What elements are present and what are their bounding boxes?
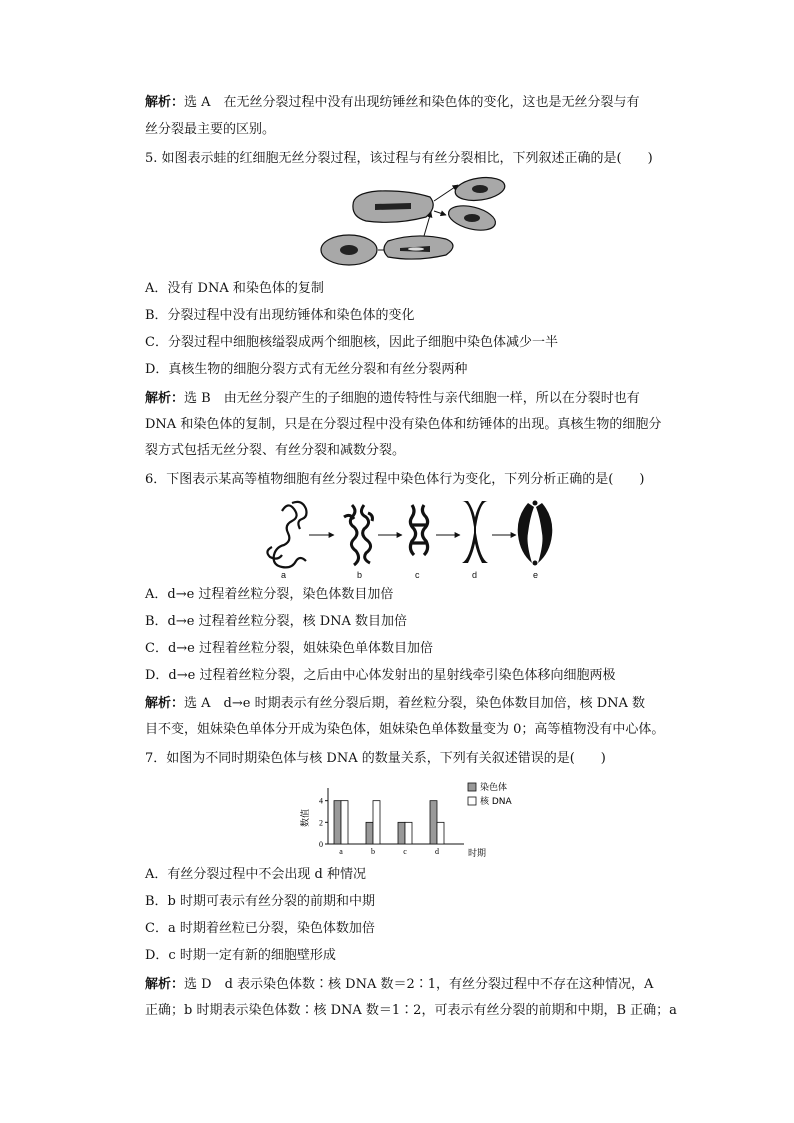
option-7d: D．c 时期一定有新的细胞壁形成 (145, 948, 336, 963)
option-6a: A．d→e 过程着丝粒分裂，染色体数目加倍 (145, 587, 394, 602)
legend-label-1: 核 DNA (480, 797, 512, 807)
option-7b: B．b 时期可表示有丝分裂的前期和中期 (145, 894, 376, 909)
option-6d: D．d→e 过程着丝粒分裂，之后由中心体发射出的星射线牵引染色体移向细胞两极 (145, 668, 616, 683)
question-5-stem: 5. 如图表示蛙的红细胞无丝分裂过程，该过程与有丝分裂相比，下列叙述正确的是( ) (145, 151, 653, 166)
answer-7-line-2: 正确；b 时期表示染色体数∶核 DNA 数＝1∶2，可表示有丝分裂的前期和中期，B 正确；a (145, 1003, 677, 1018)
answer-5-line-1: 解析：选 B 由无丝分裂产生的子细胞的遗传特性与亲代细胞一样，所以在分裂时也有 (145, 391, 640, 406)
fig6-label-e: e (533, 570, 539, 580)
x-tick-label-b: b (371, 847, 375, 856)
daughter-cell-top (454, 175, 507, 203)
arrow-4 (434, 211, 446, 215)
x-tick-label-a: a (339, 847, 343, 856)
chromosome-b (344, 505, 373, 565)
y-axis-label: 数值 (301, 808, 311, 828)
legend-swatch-0 (468, 783, 476, 791)
option-6b: B．d→e 过程着丝粒分裂，核 DNA 数目加倍 (145, 614, 408, 629)
y-tick-label-1: 2 (319, 818, 323, 828)
answer-4-line-2: 丝分裂最主要的区别。 (145, 122, 276, 137)
bar-a-1 (341, 801, 348, 844)
x-tick-label-c: c (403, 847, 407, 856)
chromosome-d (462, 501, 488, 563)
bar-c-1 (405, 822, 412, 844)
bar-c-0 (398, 822, 405, 844)
cell-2 (384, 236, 453, 259)
fig6-label-d: d (472, 570, 478, 580)
chromosome-figure (262, 497, 562, 579)
cell-3 (353, 191, 433, 222)
option-5a: A．没有 DNA 和染色体的复制 (145, 281, 324, 296)
question-7-stem: 7．如图为不同时期染色体与核 DNA 的数量关系，下列有关叙述错误的是( ) (145, 751, 606, 766)
y-tick-label-0: 0 (319, 840, 323, 849)
bar-chart (298, 780, 538, 862)
x-axis-label: 时期 (468, 849, 487, 859)
answer-6-line-1: 解析：选 A d→e 时期表示有丝分裂后期，着丝粒分裂，染色体数目加倍，核 DNA 数 (145, 696, 646, 711)
bar-d-0 (430, 801, 437, 844)
bar-d-1 (437, 822, 444, 844)
amitosis-figure (318, 175, 528, 275)
option-7c: C．a 时期着丝粒已分裂，染色体数加倍 (145, 921, 375, 936)
answer-5-line-2: DNA 和染色体的复制，只是在分裂过程中没有染色体和纺锤体的出现。真核生物的细胞分 (145, 417, 662, 432)
legend-swatch-1 (468, 797, 476, 805)
answer-4-line-1: 解析：选 A 在无丝分裂过程中没有出现纺锤丝和染色体的变化，这也是无丝分裂与有 (145, 95, 640, 110)
answer-6-line-2: 目不变，姐妹染色单体分开成为染色体，姐妹染色单体数量变为 0；高等植物没有中心体。 (145, 722, 665, 737)
option-5c: C．分裂过程中细胞核缢裂成两个细胞核，因此子细胞中染色体减少一半 (145, 335, 558, 350)
arrow-3 (434, 185, 458, 201)
option-6c: C．d→e 过程着丝粒分裂，姐妹染色单体数目加倍 (145, 641, 433, 656)
daughter-cell-bottom (446, 202, 498, 235)
chromosome-a (267, 502, 306, 568)
chromosome-c (410, 505, 428, 555)
option-5b: B．分裂过程中没有出现纺锤体和染色体的变化 (145, 308, 415, 323)
option-7a: A．有丝分裂过程中不会出现 d 种情况 (145, 867, 366, 882)
fig6-label-b: b (357, 570, 363, 580)
fig6-label-a: a (281, 570, 287, 580)
bar-b-0 (366, 822, 373, 844)
question-6-stem: 6．下图表示某高等植物细胞有丝分裂过程中染色体行为变化，下列分析正确的是( ) (145, 472, 645, 487)
answer-7-line-1: 解析：选 D d 表示染色体数∶核 DNA 数＝2∶1，有丝分裂过程中不存在这种情况，A (145, 977, 654, 992)
option-5d: D．真核生物的细胞分裂方式有无丝分裂和有丝分裂两种 (145, 362, 468, 377)
y-tick-label-2: 4 (319, 796, 323, 806)
answer-5-line-3: 裂方式包括无丝分裂、有丝分裂和减数分裂。 (145, 443, 406, 458)
legend-label-0: 染色体 (480, 783, 508, 793)
fig6-label-c: c (415, 570, 420, 580)
chromosome-e (518, 501, 553, 566)
x-tick-label-d: d (435, 847, 439, 856)
bar-b-1 (373, 801, 380, 844)
cell-1 (321, 235, 377, 265)
bar-a-0 (334, 801, 341, 844)
